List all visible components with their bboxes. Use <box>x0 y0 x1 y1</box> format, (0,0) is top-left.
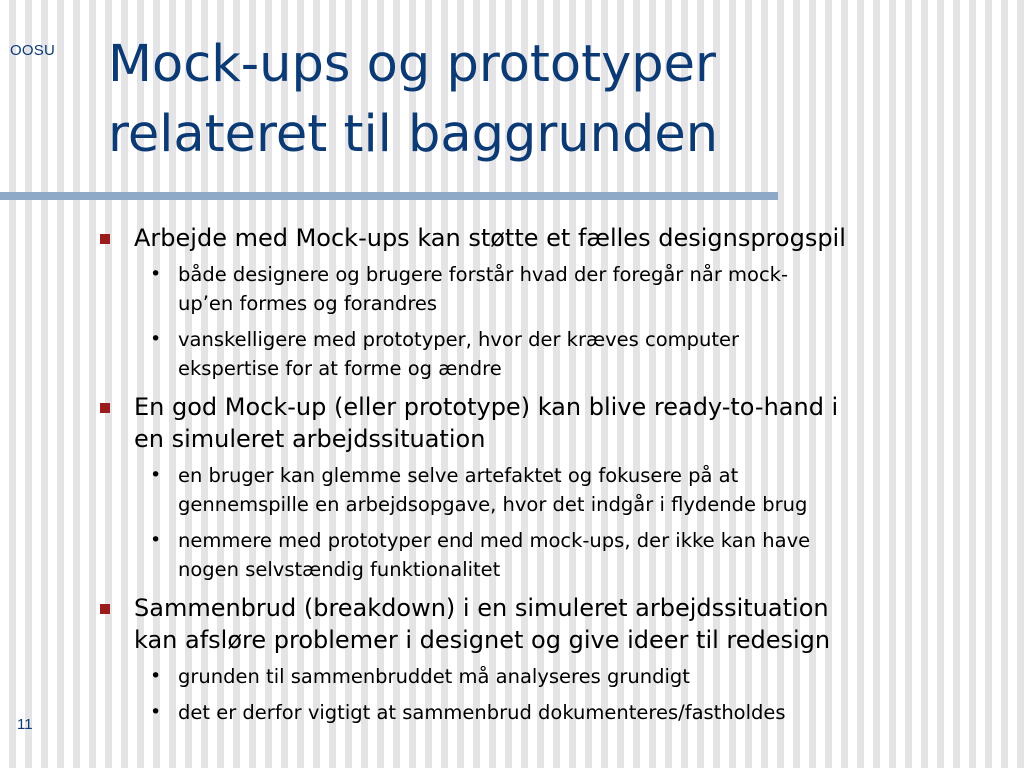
bullet-point-1-text: Arbejde med Mock-ups kan støtte et fælles designsprogspil <box>134 224 846 252</box>
sub-point-3-2-text: det er derfor vigtigt at sammenbrud dokumenteres/fastholdes <box>178 701 786 724</box>
sub-point-1-2 <box>100 325 1000 383</box>
sub-point-2-2-line-2: nogen selvstændig funktionalitet <box>178 558 501 581</box>
sub-point-1-1 <box>100 260 1000 318</box>
bullet-list <box>100 222 1000 735</box>
sub-point-1-1-line-1: både designere og brugere forstår hvad der foregår når mock- <box>178 263 789 286</box>
title-line-1: Mock-ups og prototyper <box>108 35 716 94</box>
sub-point-3-2 <box>100 698 1000 727</box>
sub-point-1-2-line-2: ekspertise for at forme og ændre <box>178 357 502 380</box>
square-bullet-icon <box>100 403 110 413</box>
sub-point-2-1-line-1: en bruger kan glemme selve artefaktet og fokusere på at <box>178 464 739 487</box>
sub-point-1-2-line-1: vanskelligere med prototyper, hvor der kræves computer <box>178 328 740 351</box>
sub-point-3-1-text: grunden til sammenbruddet må analyseres grundigt <box>178 665 690 688</box>
sub-point-2-2 <box>100 526 1000 584</box>
bullet-point-3 <box>100 592 1000 656</box>
bullet-point-1 <box>100 222 1000 254</box>
round-bullet-icon: • <box>150 263 162 285</box>
bullet-point-2-line-1: En god Mock-up (eller prototype) kan blive ready-to-hand i <box>134 393 839 421</box>
title-line-2: relateret til baggrunden <box>108 105 719 164</box>
sub-point-2-1 <box>100 461 1000 519</box>
sub-list-2 <box>100 461 1000 584</box>
bullet-point-2 <box>100 391 1000 455</box>
round-bullet-icon: • <box>150 665 162 687</box>
sub-point-2-2-line-1: nemmere med prototyper end med mock-ups, der ikke kan have <box>178 529 811 552</box>
slide-number: 11 <box>17 716 33 733</box>
square-bullet-icon <box>100 604 110 614</box>
sub-list-3 <box>100 662 1000 727</box>
round-bullet-icon: • <box>150 328 162 350</box>
bullet-point-3-line-1: Sammenbrud (breakdown) i en simuleret arbejdssituation <box>134 594 829 622</box>
round-bullet-icon: • <box>150 529 162 551</box>
round-bullet-icon: • <box>150 701 162 723</box>
bullet-point-3-line-2: kan afsløre problemer i designet og give ideer til redesign <box>134 626 831 654</box>
slide-title <box>108 30 988 170</box>
title-divider <box>0 192 778 200</box>
bullet-point-2-line-2: en simuleret arbejdssituation <box>134 425 486 453</box>
sub-list-1 <box>100 260 1000 383</box>
sub-point-2-1-line-2: gennemspille en arbejdsopgave, hvor det indgår i flydende brug <box>178 493 808 516</box>
sub-point-1-1-line-2: up’en formes og forandres <box>178 292 438 315</box>
corner-label: OOSU <box>10 42 55 59</box>
square-bullet-icon <box>100 234 110 244</box>
sub-point-3-1 <box>100 662 1000 691</box>
round-bullet-icon: • <box>150 464 162 486</box>
